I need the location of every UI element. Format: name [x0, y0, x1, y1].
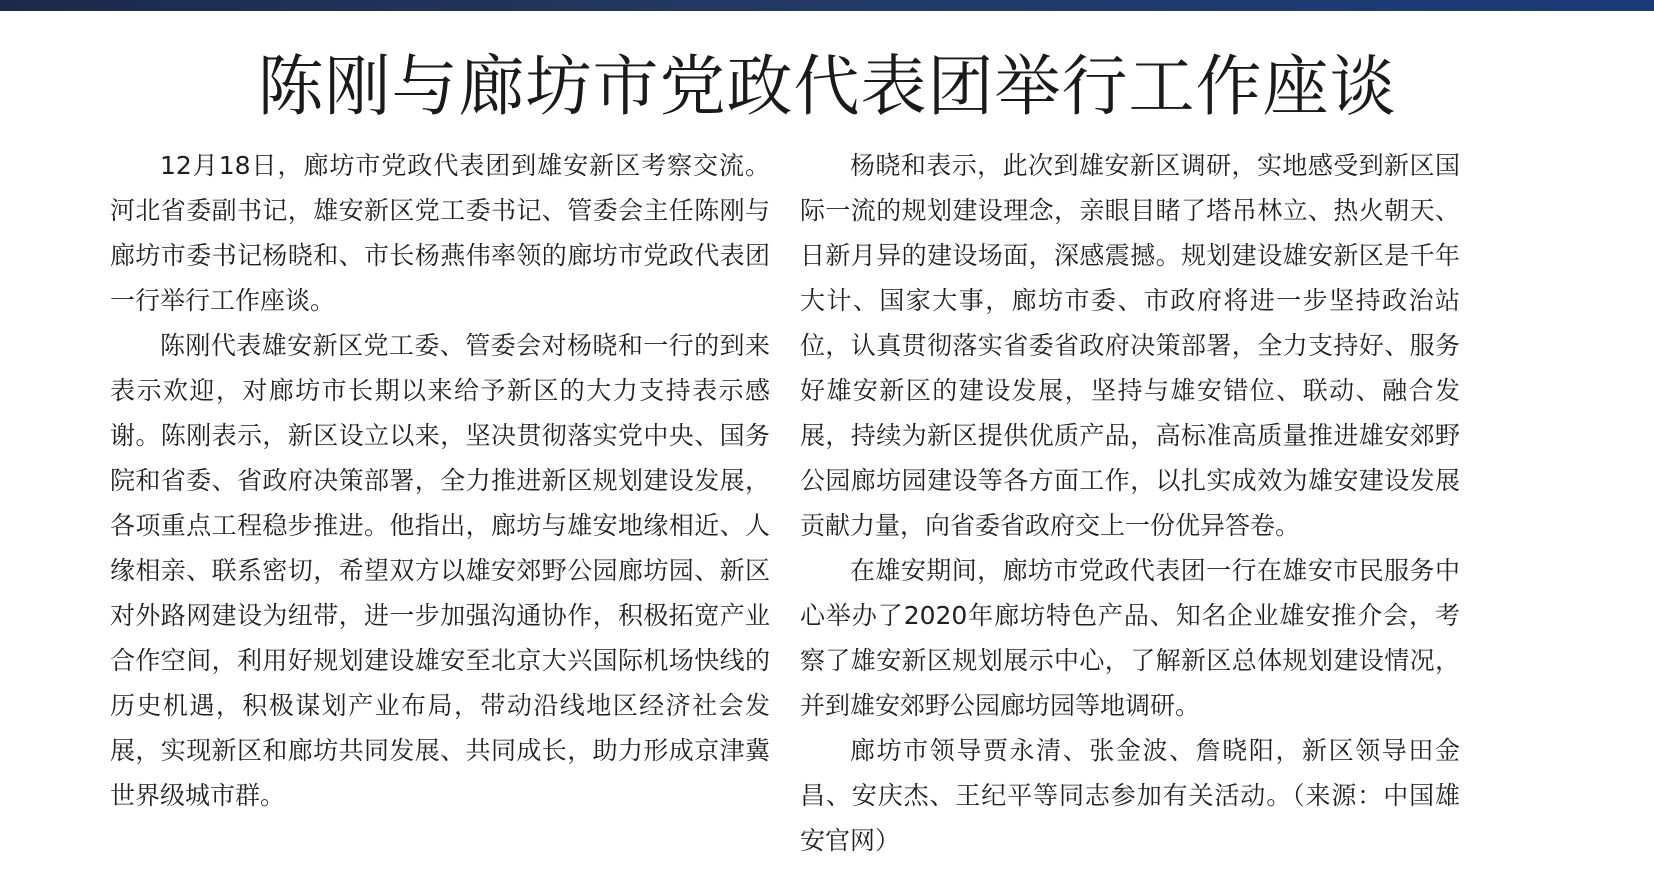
article-column-right [800, 143, 1460, 863]
article-paragraph-4: 在雄安期间，廊坊市党政代表团一行在雄安市民服务中心举办了2020年廊坊特色产品、知名企业雄安推介会，考察了雄安新区规划展示中心，了解新区总体规划建设情况，并到雄安郊野公园廊坊园等地调研。 [800, 556, 1460, 720]
article-paragraph-5: 廊坊市领导贾永清、张金波、詹晓阳，新区领导田金昌、安庆杰、王纪平等同志参加有关活动。（来源：中国雄安官网） [800, 736, 1460, 855]
article-column-left [110, 143, 770, 818]
top-header-band [0, 0, 1654, 11]
article-paragraph-1: 12月18日，廊坊市党政代表团到雄安新区考察交流。河北省委副书记，雄安新区党工委书记、管委会主任陈刚与廊坊市委书记杨晓和、市长杨燕伟率领的廊坊市党政代表团一行举行工作座谈。 [110, 151, 770, 315]
article-title: 陈刚与廊坊市党政代表团举行工作座谈 [257, 48, 1397, 125]
article-paragraph-2: 陈刚代表雄安新区党工委、管委会对杨晓和一行的到来表示欢迎，对廊坊市长期以来给予新区的大力支持表示感谢。陈刚表示，新区设立以来，坚决贯彻落实党中央、国务院和省委、省政府决策部署，全力推进新区规划建设发展，各项重点工程稳步推进。他指出，廊坊与雄安地缘相近、人缘相亲、联系密切，希望双方以雄安郊野公园廊坊园、新区对外路网建设为纽带，进一步加强沟通协作，积极拓宽产业合作空间，利用好规划建设雄安至北京大兴国际机场快线的历史机遇，积极谋划产业布局，带动沿线地区经济社会发展，实现新区和廊坊共同发展、共同成长，助力形成京津冀世界级城市群。 [110, 331, 770, 810]
article-paragraph-3: 杨晓和表示，此次到雄安新区调研，实地感受到新区国际一流的规划建设理念，亲眼目睹了塔吊林立、热火朝天、日新月异的建设场面，深感震撼。规划建设雄安新区是千年大计、国家大事，廊坊市委、市政府将进一步坚持政治站位，认真贯彻落实省委省政府决策部署，全力支持好、服务好雄安新区的建设发展，坚持与雄安错位、联动、融合发展，持续为新区提供优质产品，高标准高质量推进雄安郊野公园廊坊园建设等各方面工作，以扎实成效为雄安建设发展贡献力量，向省委省政府交上一份优异答卷。 [800, 151, 1460, 540]
